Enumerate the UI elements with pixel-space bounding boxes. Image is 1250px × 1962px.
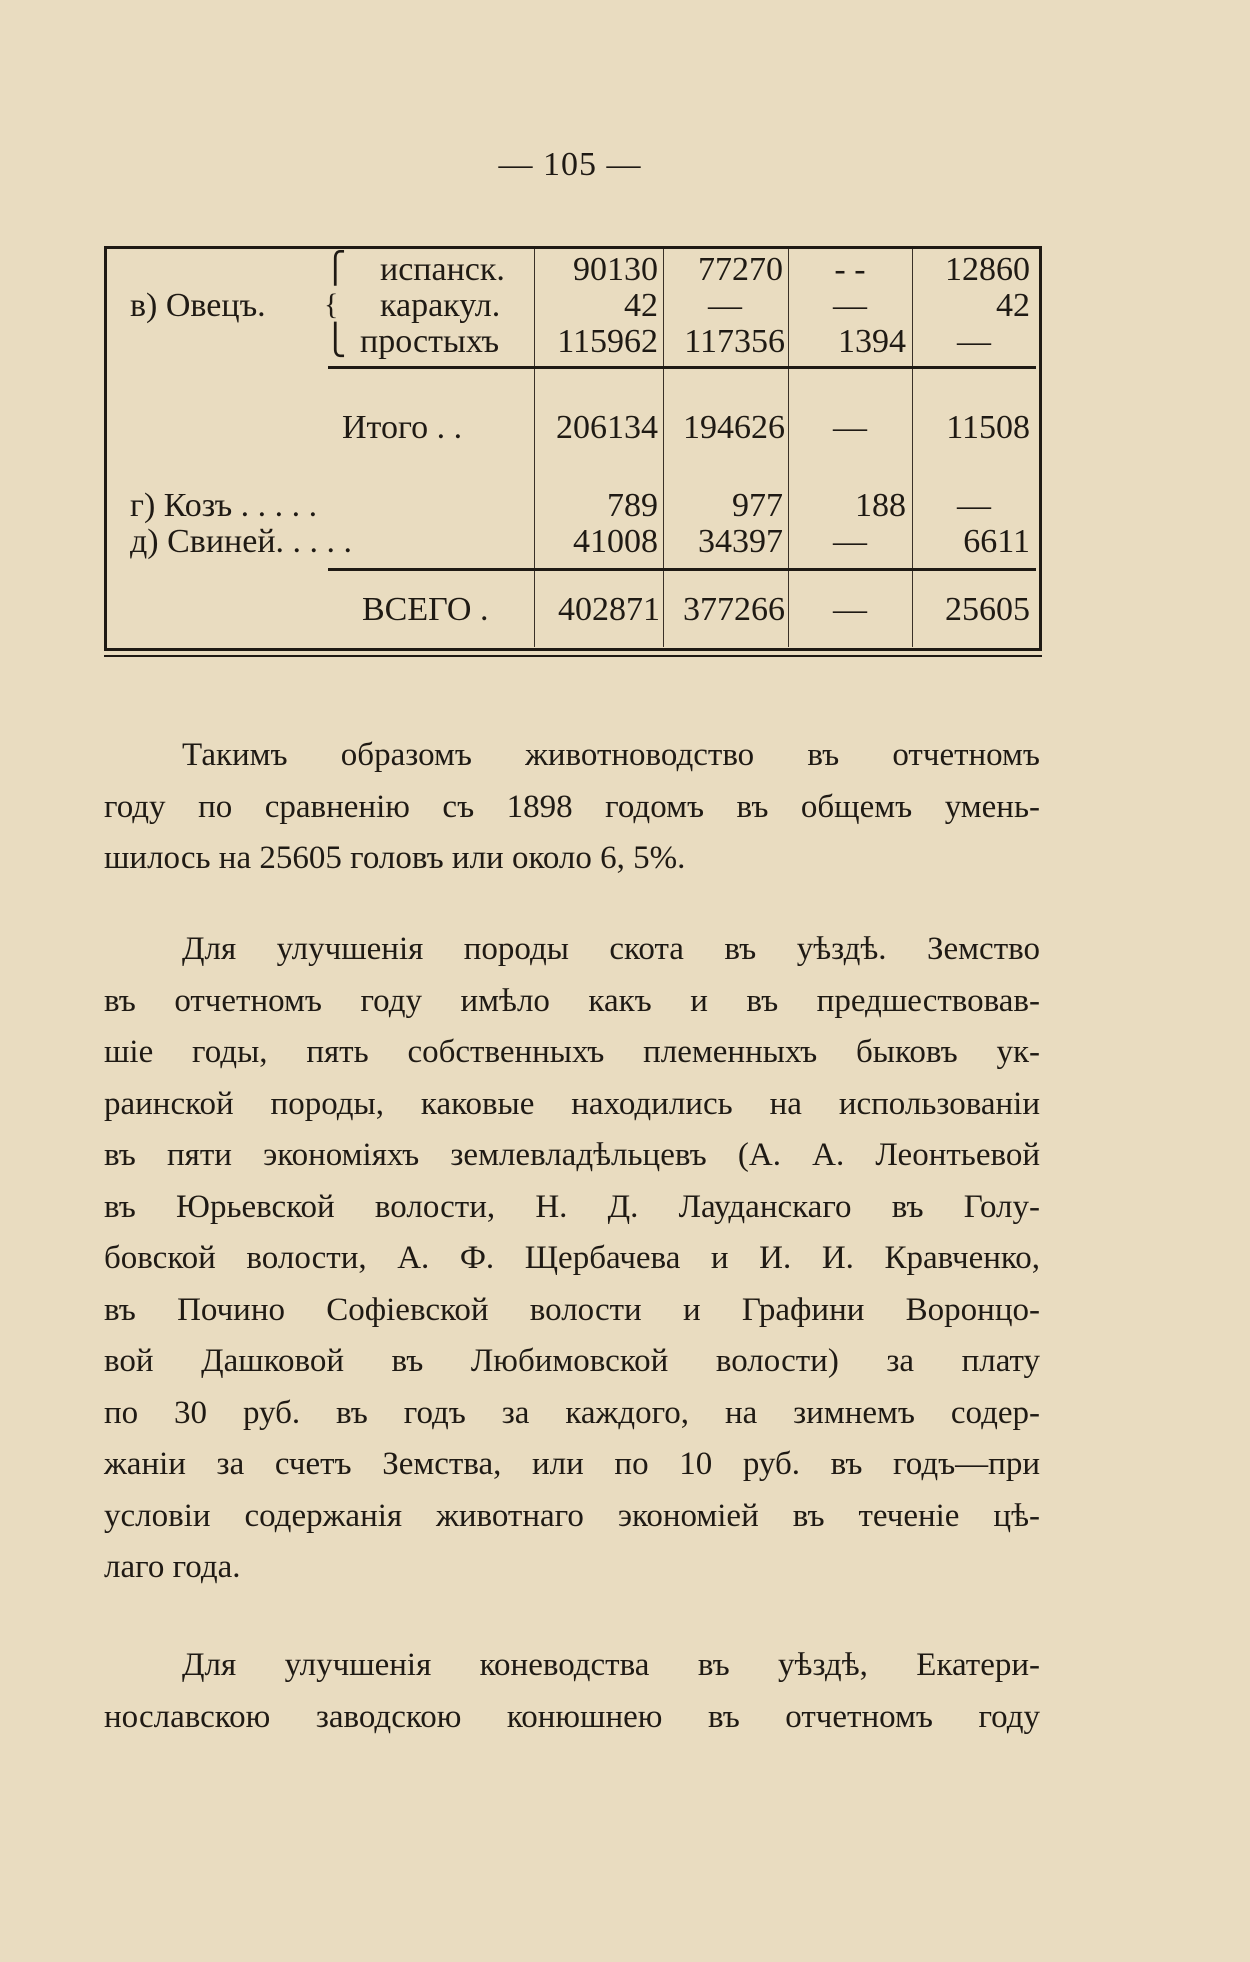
table-cell: 1394 [838,323,906,360]
table-cell: — [833,287,867,324]
table-cell: 25605 [945,591,1030,628]
section-rule [328,568,1036,571]
table-cell: 42 [996,287,1030,324]
text-line: Такимъ образомъ животноводство въ отчетномъ [182,737,1040,773]
row-label: д) Свиней. . . . . [130,523,353,560]
table-cell: 42 [624,287,658,324]
table-bottom-rule-thin [104,655,1042,657]
text-line: жаніи за счетъ Земства, или по 10 руб. въ годъ—при [104,1446,1040,1482]
row-label: г) Козъ . . . . . [130,487,318,524]
section-rule [328,366,1036,369]
table-cell: - - [834,251,866,288]
text-line: по 30 руб. въ годъ за каждого, на зимнемъ содер- [104,1394,1040,1431]
table-cell: — [833,523,867,560]
table-cell: 115962 [557,323,658,360]
table-cell: 206134 [556,409,658,446]
table-cell: — [833,591,867,628]
paragraph-summary [104,730,1040,885]
table-cell: — [708,287,742,324]
table-cell: 402871 [558,591,660,628]
row-label: каракул. [380,287,501,324]
text-line: въ Почино Софіевской волости и Графини Воронцо- [104,1291,1040,1328]
table-cell: 77270 [698,251,783,288]
subtotal-label: Итого . . [342,409,463,446]
text-line: лаго года. [104,1549,241,1585]
table-cell: 377266 [683,591,785,628]
table-cell: — [833,409,867,446]
table-cell: 11508 [946,409,1030,446]
text-line: Для улучшенія породы скота въ уѣздѣ. Земство [182,931,1040,967]
text-line: шилось на 25605 головъ или около 6, 5%. [104,840,686,876]
text-line: нославскою заводскою конюшнею въ отчетномъ году [104,1698,1040,1735]
page-number: — 105 — [498,146,642,183]
table-cell: 188 [855,487,906,524]
table-cell: 34397 [698,523,783,560]
brace-bottom: ⎩ [324,324,347,357]
text-line: въ отчетномъ году имѣло какъ и въ предшествовав- [104,982,1040,1019]
text-line: въ Юрьевской волости, Н. Д. Лауданскаго въ Голу- [104,1188,1040,1225]
text-line: бовской волости, А. Ф. Щербачева и И. И. Кравченко, [104,1240,1040,1276]
paragraph-cattle [104,924,1040,1594]
text-line: раинской породы, каковые находились на использованіи [104,1085,1040,1122]
table-cell: 6611 [963,523,1030,560]
brace-mid: { [324,288,339,321]
row-label: испанск. [380,251,505,288]
text-line: условіи содержанія животнаго экономіей въ теченіе цѣ- [104,1497,1040,1534]
table-cell: 117356 [684,323,785,360]
table-cell: — [957,323,991,360]
table-cell: 41008 [573,523,658,560]
table-cell: 789 [607,487,658,524]
table-cell: 194626 [683,409,785,446]
brace-top: ⎧ [324,252,347,285]
text-line: Для улучшенія коневодства въ уѣздѣ, Екатери- [182,1647,1040,1683]
table-cell: 12860 [945,251,1030,288]
paragraph-horses [104,1640,1040,1743]
row-label: простыхъ [360,323,500,360]
table-bottom-rule [104,648,1042,651]
table-cell: 977 [732,487,783,524]
table-cell: 90130 [573,251,658,288]
text-line: въ пяти экономіяхъ землевладѣльцевъ (А. А. Леонтьевой [104,1137,1040,1173]
text-line: шіе годы, пять собственныхъ племенныхъ быковъ ук- [104,1034,1040,1070]
text-line: году по сравненію съ 1898 годомъ въ общемъ умень- [104,788,1040,825]
sheep-group-label: в) Овецъ. [130,287,266,324]
table-cell: — [957,487,991,524]
text-line: вой Дашковой въ Любимовской волости) за плату [104,1343,1040,1379]
total-label: ВСЕГО . [362,591,489,628]
